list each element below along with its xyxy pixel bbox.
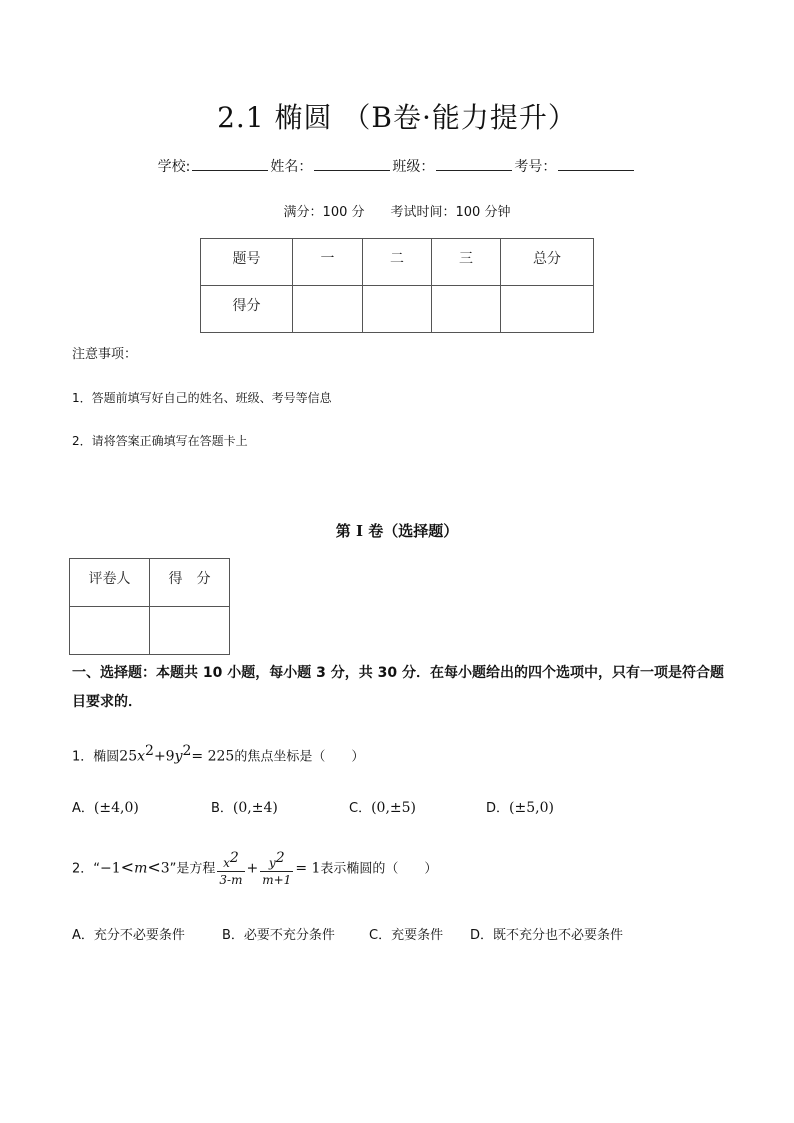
option-value: (±4,0) bbox=[93, 800, 139, 816]
question-1 bbox=[72, 743, 364, 764]
score-cell[interactable] bbox=[293, 286, 363, 333]
q2-plus: + bbox=[246, 860, 259, 877]
grader-header-cell: 得 分 bbox=[150, 559, 230, 607]
exam-meta bbox=[0, 201, 794, 220]
grader-header-cell: 评卷人 bbox=[70, 559, 150, 607]
q2-stem-end: 表示椭圆的（ ） bbox=[320, 861, 438, 877]
q1-eq-y: y bbox=[174, 748, 183, 765]
part-one-title: 一、选择题：本题共 10 小题，每小题 3 分，共 30 分．在每小题给出的四个选项中，只有一项是符合题目要求的． bbox=[72, 665, 724, 710]
question-2 bbox=[72, 850, 437, 888]
q2-lower-bound: −1 bbox=[100, 860, 121, 877]
score-cell[interactable] bbox=[432, 286, 501, 333]
name-label: 姓名： bbox=[270, 159, 313, 175]
q2-stem-mid: ”是方程 bbox=[169, 861, 216, 877]
grader-header-row bbox=[70, 559, 230, 607]
school-label: 学校: bbox=[157, 159, 191, 175]
option-letter: B． bbox=[211, 801, 233, 816]
option-letter: B． bbox=[222, 928, 244, 943]
q2-var-m: m bbox=[134, 860, 148, 877]
school-blank[interactable] bbox=[192, 158, 268, 171]
score-header-cell: 三 bbox=[432, 239, 501, 286]
option-letter: C． bbox=[349, 801, 372, 816]
notes-title: 注意事项： bbox=[72, 347, 138, 362]
frac-denominator: 3-m bbox=[219, 873, 243, 887]
q2-less-than: < bbox=[147, 857, 161, 877]
option-value: 充要条件 bbox=[391, 928, 444, 943]
q2-less-than: < bbox=[120, 857, 135, 877]
score-table-score-row bbox=[201, 286, 594, 333]
q1-eq-rhs: = 225 bbox=[191, 748, 235, 765]
frac-denominator: m+1 bbox=[262, 873, 292, 887]
class-blank[interactable] bbox=[436, 158, 512, 171]
frac-exp: 2 bbox=[275, 850, 285, 866]
q1-eq-exp: 2 bbox=[145, 743, 154, 759]
q1-stem-end: 的焦点坐标是（ ） bbox=[234, 749, 365, 765]
q1-eq-x: x bbox=[137, 748, 146, 765]
option-letter: A． bbox=[72, 928, 94, 943]
q2-fraction-y bbox=[260, 850, 293, 888]
q2-upper-bound: 3 bbox=[160, 860, 170, 877]
score-cell[interactable] bbox=[363, 286, 432, 333]
frac-numerator: x bbox=[223, 856, 230, 870]
grader-cell[interactable] bbox=[150, 607, 230, 655]
q2-option-b[interactable] bbox=[222, 924, 335, 943]
option-letter: D． bbox=[470, 928, 494, 943]
q1-eq-coef-a: 25 bbox=[119, 748, 138, 765]
option-value: 充分不必要条件 bbox=[93, 928, 185, 943]
option-value: (0,±4) bbox=[232, 800, 278, 816]
q1-option-a[interactable] bbox=[72, 797, 139, 816]
score-cell[interactable] bbox=[501, 286, 594, 333]
score-header-cell: 总分 bbox=[501, 239, 594, 286]
exam-no-label: 考号： bbox=[514, 159, 557, 175]
q2-option-c[interactable] bbox=[369, 924, 443, 943]
option-letter: C． bbox=[369, 928, 392, 943]
full-score: 满分：100 分 bbox=[283, 205, 365, 220]
q1-option-d[interactable] bbox=[486, 797, 554, 816]
grader-cell[interactable] bbox=[70, 607, 150, 655]
q1-option-c[interactable] bbox=[349, 797, 416, 816]
option-value: 必要不充分条件 bbox=[243, 928, 335, 943]
grader-table bbox=[69, 558, 230, 655]
q1-eq-plus: +9 bbox=[153, 748, 175, 765]
q2-fraction-x bbox=[217, 850, 244, 888]
name-blank[interactable] bbox=[314, 158, 390, 171]
score-table-header-row bbox=[201, 239, 594, 286]
frac-numerator: y bbox=[268, 856, 276, 870]
frac-exp: 2 bbox=[229, 850, 239, 866]
score-table bbox=[200, 238, 594, 333]
score-header-cell: 题号 bbox=[201, 239, 293, 286]
option-value: 既不充分也不必要条件 bbox=[493, 928, 624, 943]
exam-time: 考试时间：100 分钟 bbox=[390, 205, 511, 220]
q2-equals-one: = 1 bbox=[295, 860, 321, 877]
q1-stem-start: 1．椭圆 bbox=[72, 749, 120, 765]
grader-input-row bbox=[70, 607, 230, 655]
note-item: 2．请将答案正确填写在答题卡上 bbox=[72, 434, 248, 448]
q1-option-b[interactable] bbox=[211, 797, 278, 816]
score-row-label: 得分 bbox=[201, 286, 293, 333]
exam-no-blank[interactable] bbox=[558, 158, 634, 171]
option-letter: D． bbox=[486, 801, 510, 816]
q2-option-d[interactable] bbox=[470, 924, 623, 943]
page-title: 2.1 椭圆 （B卷·能力提升） bbox=[217, 101, 577, 134]
q2-stem-start: 2．“ bbox=[72, 861, 101, 877]
q1-eq-exp: 2 bbox=[182, 743, 192, 759]
option-value: (±5,0) bbox=[509, 800, 554, 816]
class-label: 班级： bbox=[392, 159, 435, 175]
option-value: (0,±5) bbox=[371, 800, 416, 816]
q2-option-a[interactable] bbox=[72, 924, 185, 943]
score-header-cell: 二 bbox=[363, 239, 432, 286]
score-header-cell: 一 bbox=[293, 239, 363, 286]
section-title: 第 I 卷（选择题） bbox=[335, 522, 459, 540]
student-info-line bbox=[0, 156, 794, 176]
option-letter: A． bbox=[72, 801, 94, 816]
note-item: 1．答题前填写好自己的姓名、班级、考号等信息 bbox=[72, 391, 332, 405]
